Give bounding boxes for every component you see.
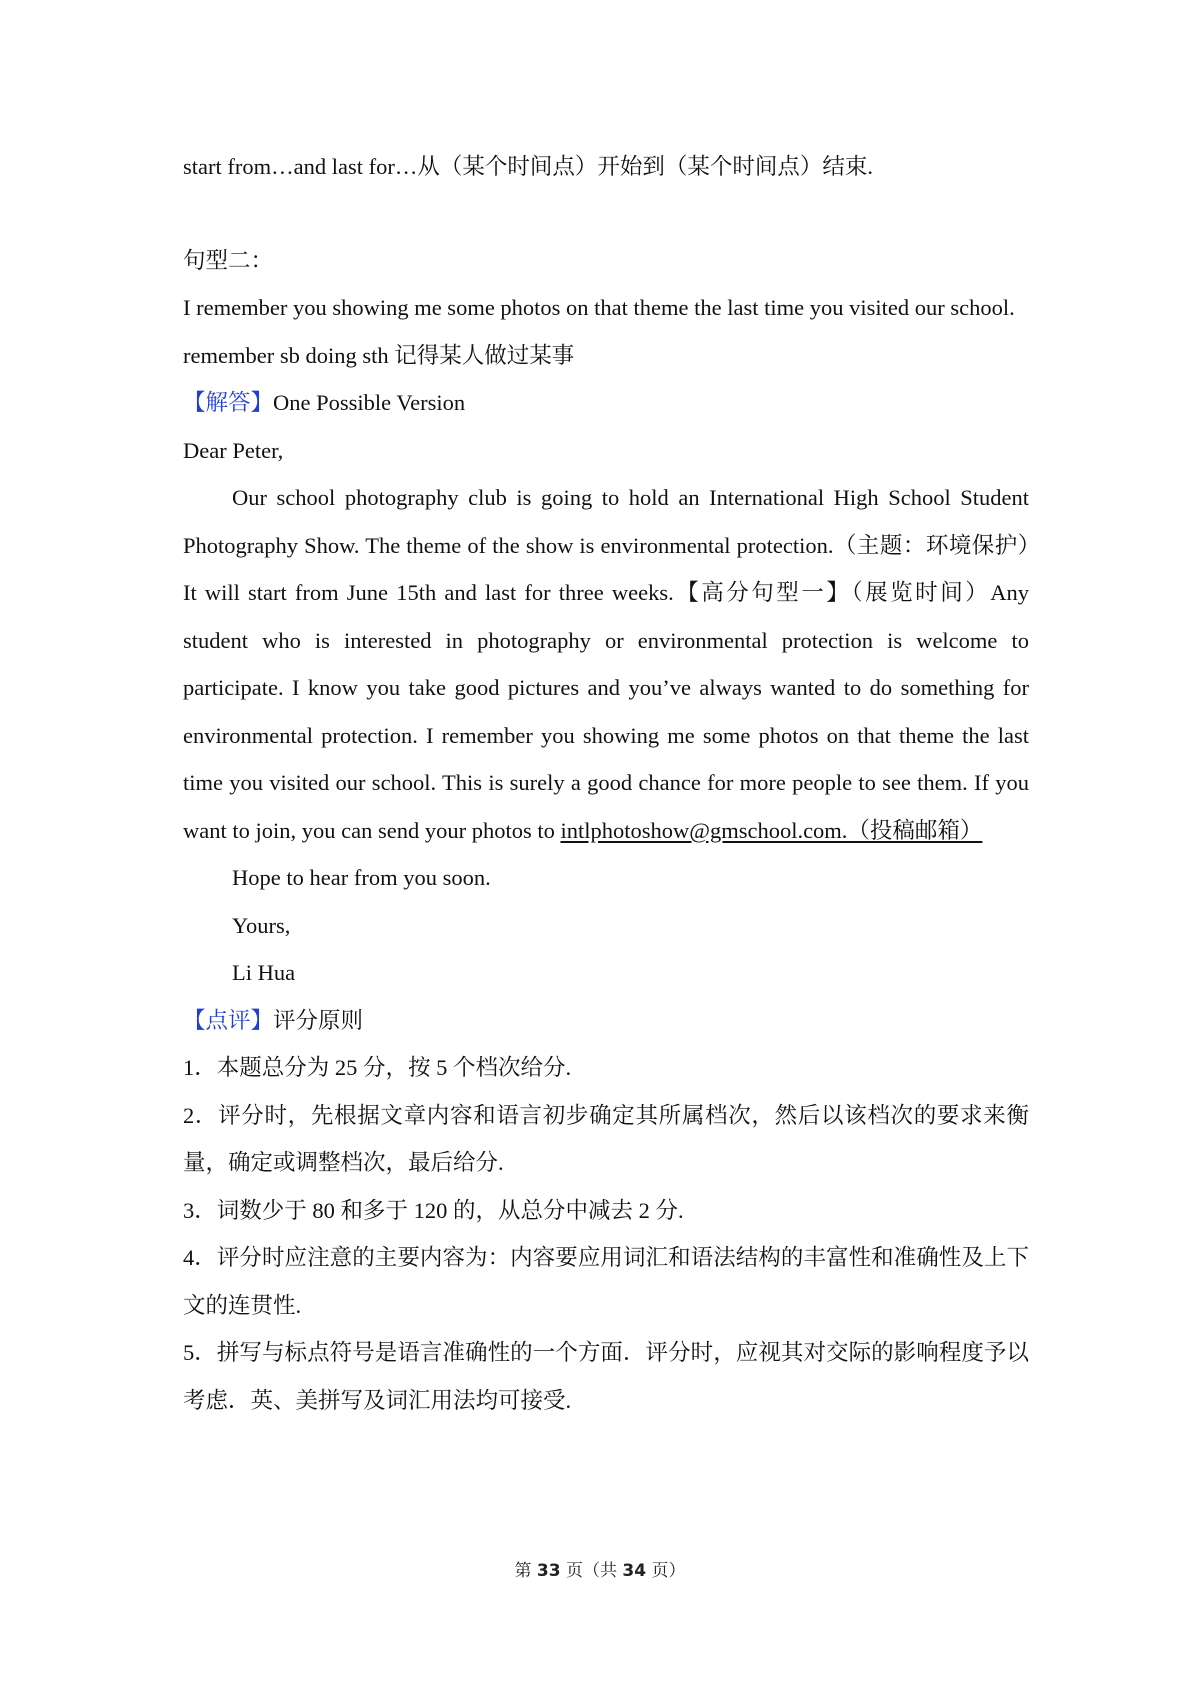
letter-closing-yours: Yours,	[232, 912, 291, 938]
comment-item: 3．词数少于 80 和多于 120 的，从总分中减去 2 分.	[183, 1197, 684, 1223]
comment-item: 1．本题总分为 25 分，按 5 个档次给分.	[183, 1055, 572, 1080]
answer-version: One Possible Version	[273, 390, 466, 415]
footer-page-number: 33	[536, 1561, 561, 1581]
comment-header	[183, 997, 1029, 1045]
letter-signature: Li Hua	[232, 960, 296, 985]
answer-header	[183, 379, 1029, 427]
comment-item: 2．评分时，先根据文章内容和语言初步确定其所属档次，然后以该档次的要求来衡量，确定或调整档次，最后给分.	[183, 1102, 1029, 1175]
page-content	[183, 143, 1029, 1424]
paragraph-gap	[183, 191, 1029, 237]
letter-greeting: Dear Peter,	[183, 437, 284, 463]
answer-tag: 【解答】	[183, 390, 274, 415]
letter-body	[183, 474, 1029, 854]
email-link[interactable]: intlphotoshow@gmschool.com.（投稿邮箱）	[560, 817, 983, 843]
comment-item: 5．拼写与标点符号是语言准确性的一个方面．评分时，应视其对交际的影响程度予以考虑．英、美拼写及词汇用法均可接受.	[183, 1340, 1029, 1413]
footer-total-pages: 34	[622, 1561, 647, 1581]
pattern2-heading: 句型二：	[183, 247, 274, 273]
comment-tag: 【点评】	[183, 1007, 274, 1033]
footer-suffix: 页）	[651, 1561, 686, 1581]
footer-middle: 页（共	[566, 1561, 617, 1581]
footer-prefix: 第	[514, 1561, 532, 1581]
letter-closing-line: Hope to hear from you soon.	[232, 865, 491, 890]
pattern2-note: remember sb doing sth 记得某人做过某事	[183, 342, 575, 368]
page-footer	[0, 1556, 1200, 1581]
start-from-note: start from…and last for…从（某个时间点）开始到（某个时间点）结束.	[183, 154, 873, 179]
pattern2-sentence: I remember you showing me some photos on that theme the last time you visited our school.	[183, 295, 1015, 320]
comment-item: 4．评分时应注意的主要内容为：内容要应用词汇和语法结构的丰富性和准确性及上下文的连贯性.	[183, 1245, 1029, 1318]
letter-body-text: Our school photography club is going to hold an International High School Student Photography Show. The theme of the show is environmental protection.（主题：环境保护）It will start from June 15th and last for three weeks.【高分句型一】（展览时间）Any student who is interested in photography or environmental protection is welcome to participate. I know you take good pictures and you’ve always wanted to do something for environmental protection. I remember you showing me some photos on that theme the last time you visited our school. This is surely a good chance for more people to see them. If you want to join, you can send your photos to	[183, 485, 1029, 843]
comment-title: 评分原则	[273, 1007, 364, 1033]
